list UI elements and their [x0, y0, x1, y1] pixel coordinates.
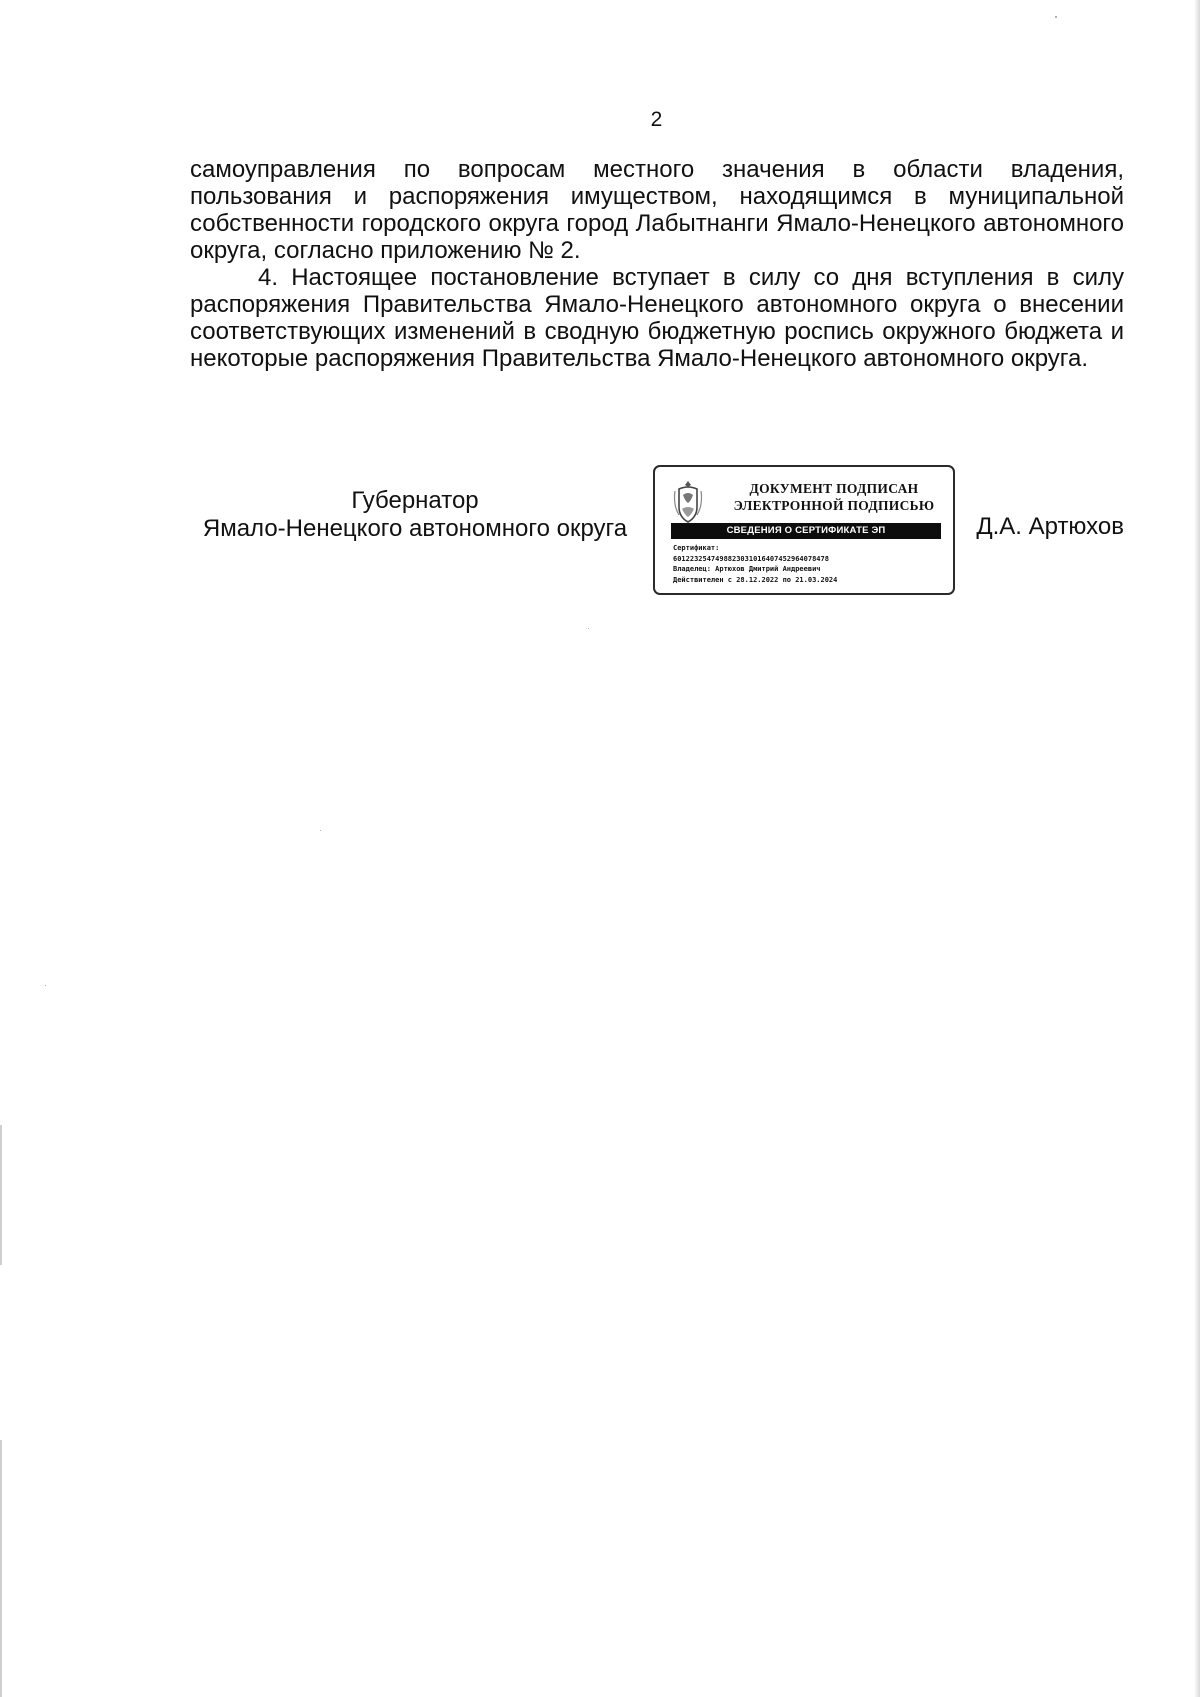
stamp-owner: Владелец: Артюхов Дмитрий Андреевич: [673, 565, 821, 573]
coat-of-arms-icon: [671, 479, 705, 525]
paragraph-item-4: 4. Настоящее постановление вступает в силу со дня вступления в силу распоряжения Правительства Ямало-Ненецкого автономного округа о внесении соответствующих изменений в сводную бюджетную роспись окружного бюджета и некоторые распоряжения Правительства Ямало-Ненецкого автономного округа.: [190, 264, 1124, 372]
signer-position: [190, 487, 640, 543]
stamp-validity: Действителен с 28.12.2022 по 21.03.2024: [673, 575, 838, 584]
scan-speck: [588, 628, 589, 629]
stamp-certificate-label: Сертификат:: [673, 544, 720, 552]
document-body: [190, 156, 1124, 372]
stamp-header: [719, 480, 949, 514]
signer-name: Д.А. Артюхов: [976, 513, 1124, 540]
scan-speck: [1055, 16, 1057, 18]
signer-position-line2: Ямало-Ненецкого автономного округа: [202, 515, 628, 542]
stamp-certificate-bar: СВЕДЕНИЯ О СЕРТИФИКАТЕ ЭП: [671, 523, 941, 539]
page-number: 2: [650, 108, 663, 131]
scan-edge-mark: [0, 1440, 2, 1697]
e-signature-stamp: [653, 465, 955, 595]
scan-edge-mark: [0, 1125, 2, 1265]
signer-position-line1: Губернатор: [351, 487, 479, 514]
paragraph-continuation: самоуправления по вопросам местного значения в области владения, пользования и распоряжения имуществом, находящимся в муниципальной собственности городского округа город Лабытнанги Ямало-Ненецкого автономного округа, согласно приложению № 2.: [190, 156, 1124, 264]
stamp-details: [673, 543, 943, 585]
stamp-header-line1: ДОКУМЕНТ ПОДПИСАН: [749, 481, 919, 496]
stamp-header-line2: ЭЛЕКТРОННОЙ ПОДПИСЬЮ: [733, 498, 935, 513]
stamp-certificate-number: 6012232547498823031016407452964078478: [673, 554, 829, 563]
scan-speck: [320, 830, 321, 831]
page-edge-shadow: [1194, 0, 1200, 1697]
scan-speck: [45, 985, 46, 986]
